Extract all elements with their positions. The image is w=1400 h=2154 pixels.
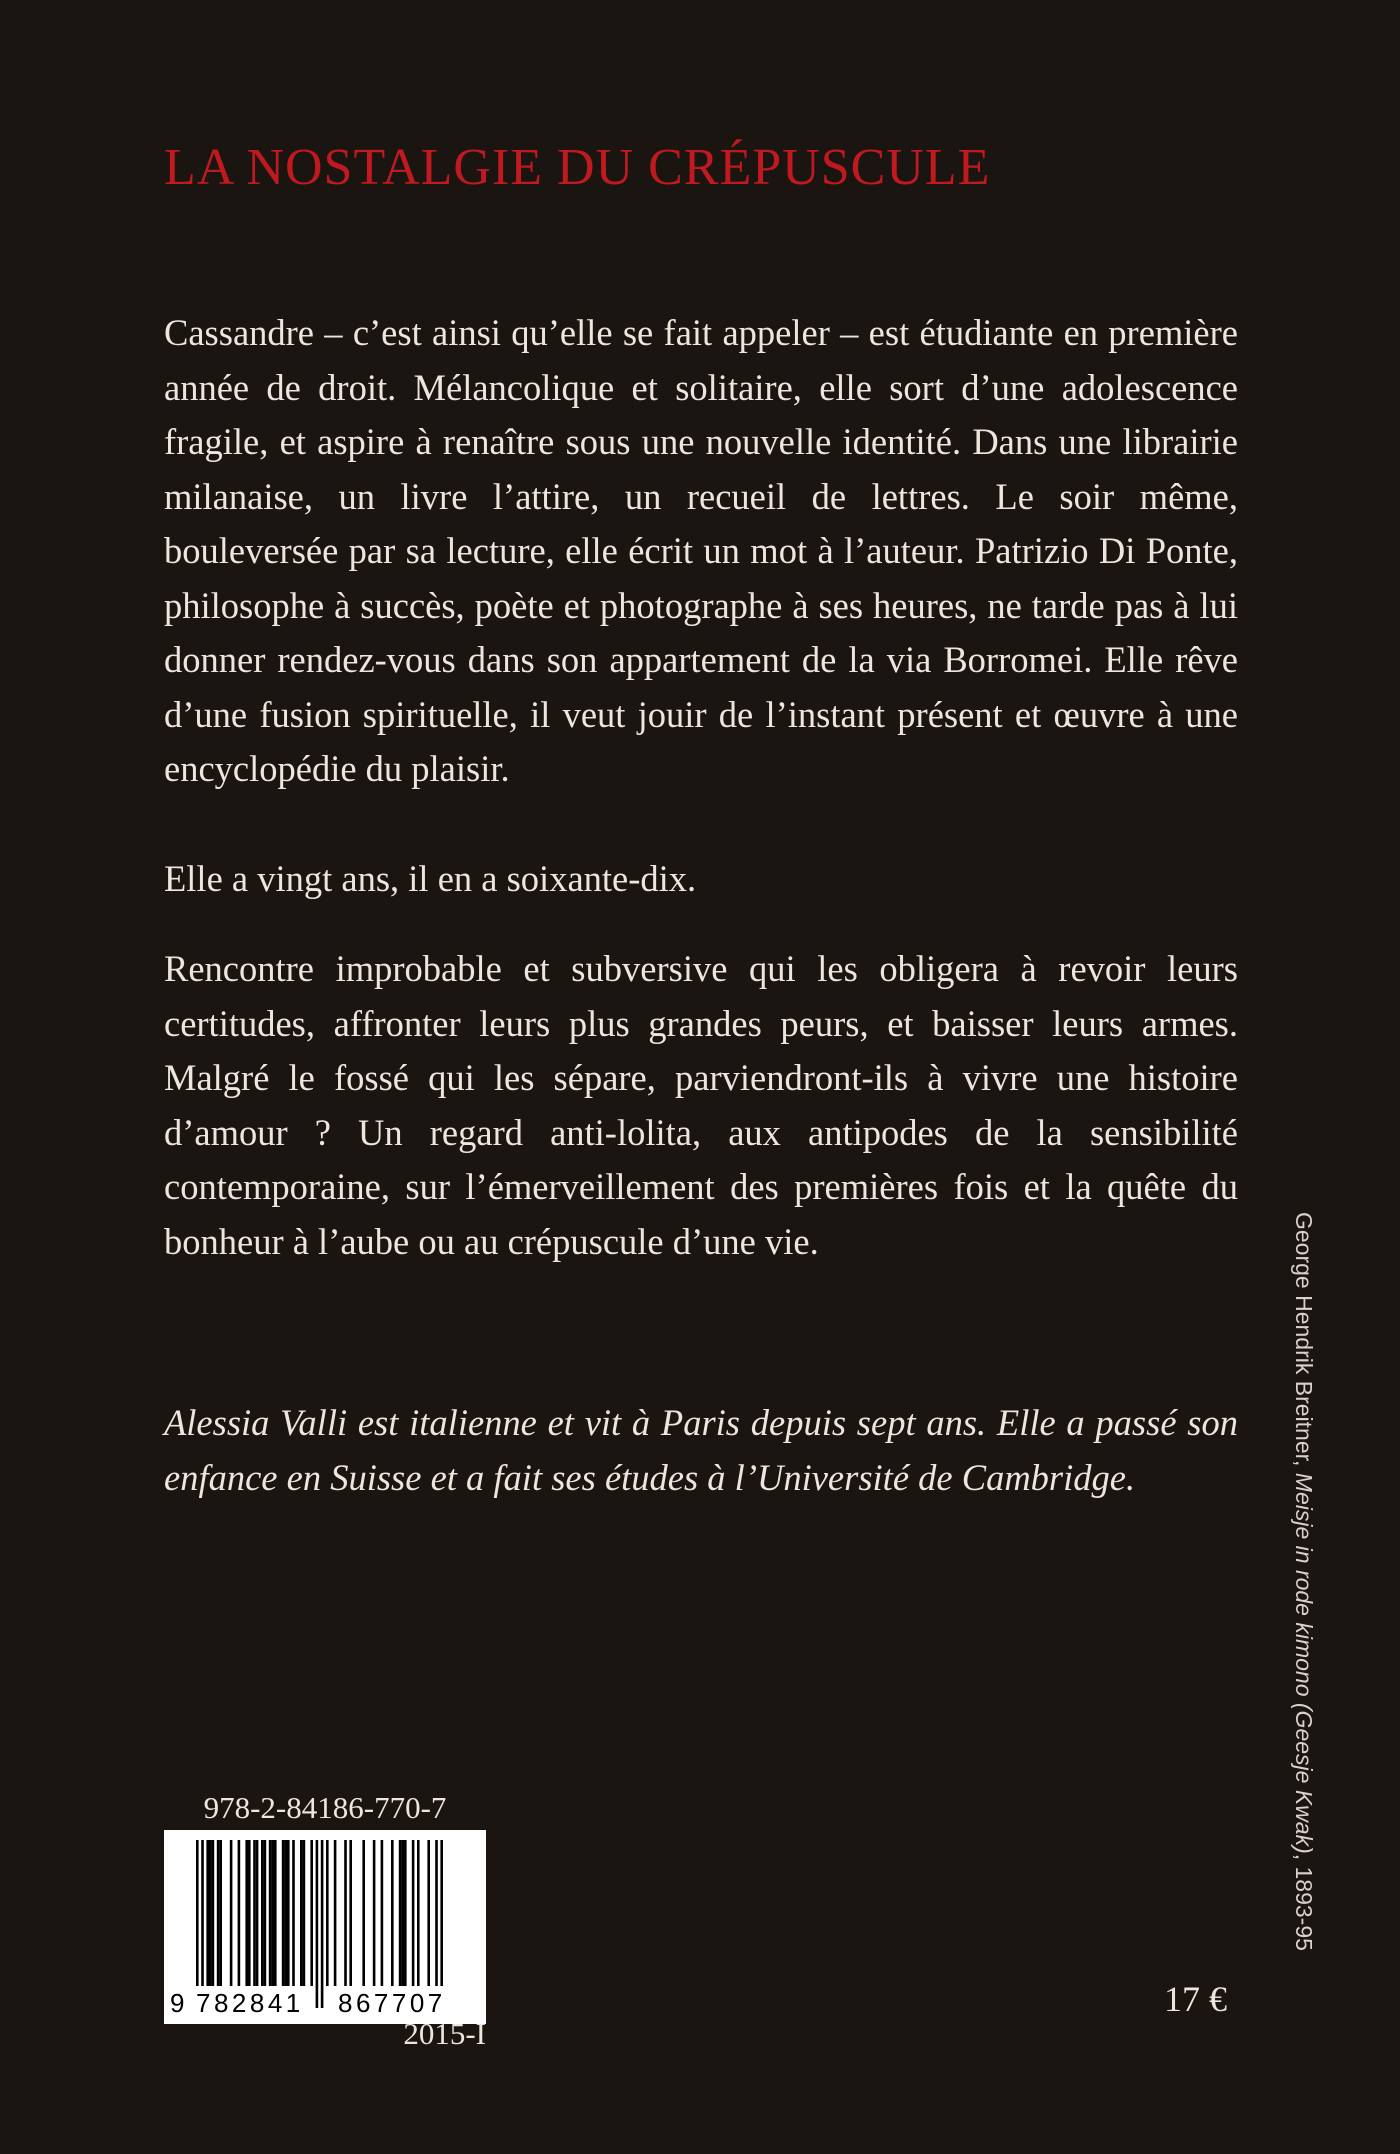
barcode-bar bbox=[287, 1840, 290, 1986]
barcode-bar bbox=[316, 1840, 319, 2008]
barcode-bar bbox=[391, 1840, 394, 1986]
barcode-bar bbox=[399, 1840, 402, 1986]
barcode-bar bbox=[435, 1840, 438, 2008]
barcode-bar bbox=[219, 1840, 222, 1986]
barcode-bar bbox=[292, 1840, 295, 1986]
barcode-bar bbox=[362, 1840, 365, 1986]
isbn-number: 978-2-84186-770-7 bbox=[203, 1790, 447, 1825]
synopsis-paragraph-2: Rencontre improbable et subversive qui les obligera à revoir leurs certitudes, affronter leurs plus grandes peurs, et baisser leurs armes. Malgré le fossé qui les sépare, parviendront-ils à vivre une histoire d’amour ? Un regard anti-lolita, aux antipodes de la sensibilité contemporaine, sur l’émerveillement des premières fois et la quête du bonheur à l’aube ou au crépuscule d’une vie. bbox=[164, 948, 1238, 1262]
barcode-bar bbox=[201, 1840, 204, 2008]
barcode-bar bbox=[245, 1840, 248, 1986]
price: 17 € bbox=[1164, 1979, 1227, 2019]
author-bio: Alessia Valli est italienne et vit à Paris depuis sept ans. Elle a passé son enfance en Suisse et a fait ses études à l’Université de Cambridge. bbox=[164, 1402, 1238, 1498]
barcode-bar bbox=[253, 1840, 256, 1986]
barcode-bar bbox=[440, 1840, 443, 2008]
barcode-bar bbox=[230, 1840, 233, 1986]
credit-date: , 1893-95 bbox=[1291, 1853, 1317, 1951]
barcode-bar bbox=[282, 1840, 285, 1986]
barcode-bar bbox=[212, 1840, 215, 1986]
barcode-bar bbox=[274, 1840, 277, 1986]
barcode-bar bbox=[303, 1840, 306, 1986]
edition-code: 2015-I bbox=[403, 2016, 486, 2051]
barcode-first-digit: 9 bbox=[170, 1986, 191, 2020]
book-title: LA NOSTALGIE DU CRÉPUSCULE bbox=[164, 139, 991, 196]
barcode-bar bbox=[373, 1840, 376, 1986]
credit-artist: George Hendrik Breitner, bbox=[1291, 1212, 1317, 1473]
barcode-bar bbox=[284, 1840, 287, 1986]
barcode-bar bbox=[261, 1840, 264, 1986]
barcode-bar bbox=[196, 1840, 199, 2008]
barcode-bar bbox=[264, 1840, 267, 1986]
barcode-bar bbox=[404, 1840, 407, 1986]
barcode-bar bbox=[349, 1840, 352, 1986]
barcode-bar bbox=[321, 1840, 324, 2008]
barcode-bar bbox=[427, 1840, 430, 1986]
credit-work-title: Meisje in rode kimono (Geesje Kwak) bbox=[1291, 1472, 1317, 1854]
barcode-bar bbox=[217, 1840, 220, 1986]
barcode-bar bbox=[412, 1840, 415, 1986]
cover-image-credit bbox=[1289, 1212, 1319, 1951]
barcode-bar bbox=[344, 1840, 347, 1986]
barcode-left-group: 782841 bbox=[196, 1988, 304, 2018]
barcode bbox=[164, 1830, 486, 2024]
barcode-bar bbox=[206, 1840, 209, 1986]
barcode-bar bbox=[248, 1840, 251, 1986]
barcode-bar bbox=[238, 1840, 241, 1986]
barcode-bar bbox=[326, 1840, 329, 1986]
barcode-bar bbox=[334, 1840, 337, 1986]
barcode-bar bbox=[271, 1840, 274, 1986]
barcode-bar bbox=[256, 1840, 259, 1986]
synopsis-paragraph-1: Cassandre – c’est ainsi qu’elle se fait appeler – est étudiante en première année de droit. Mélancolique et solitaire, elle sort d’une adolescence fragile, et aspire à renaître sous une nouvelle identité. Dans une librairie milanaise, un livre l’attire, un recueil de lettres. Le soir même, bouleversée par sa lecture, elle écrit un mot à l’auteur. Patrizio Di Ponte, philosophe à succès, poète et photographe à ses heures, ne tarde pas à lui donner rendez-vous dans son appartement de la via Borromei. Elle rêve d’une fusion spirituelle, il veut jouir de l’instant présent et œuvre à une encyclopédie du plaisir. bbox=[164, 312, 1238, 789]
barcode-bar bbox=[269, 1840, 272, 1986]
barcode-block bbox=[164, 1790, 486, 2024]
barcode-bar bbox=[401, 1840, 404, 1986]
barcode-bar bbox=[417, 1840, 420, 1986]
barcode-bar bbox=[381, 1840, 384, 1986]
barcode-bar bbox=[209, 1840, 212, 1986]
barcode-right-group: 867707 bbox=[338, 1988, 446, 2018]
synopsis-paragraph-1-last-line: Elle a vingt ans, il en a soixante-dix. bbox=[164, 858, 697, 899]
barcode-bar bbox=[300, 1840, 303, 1986]
barcode-bar bbox=[310, 1840, 313, 1986]
